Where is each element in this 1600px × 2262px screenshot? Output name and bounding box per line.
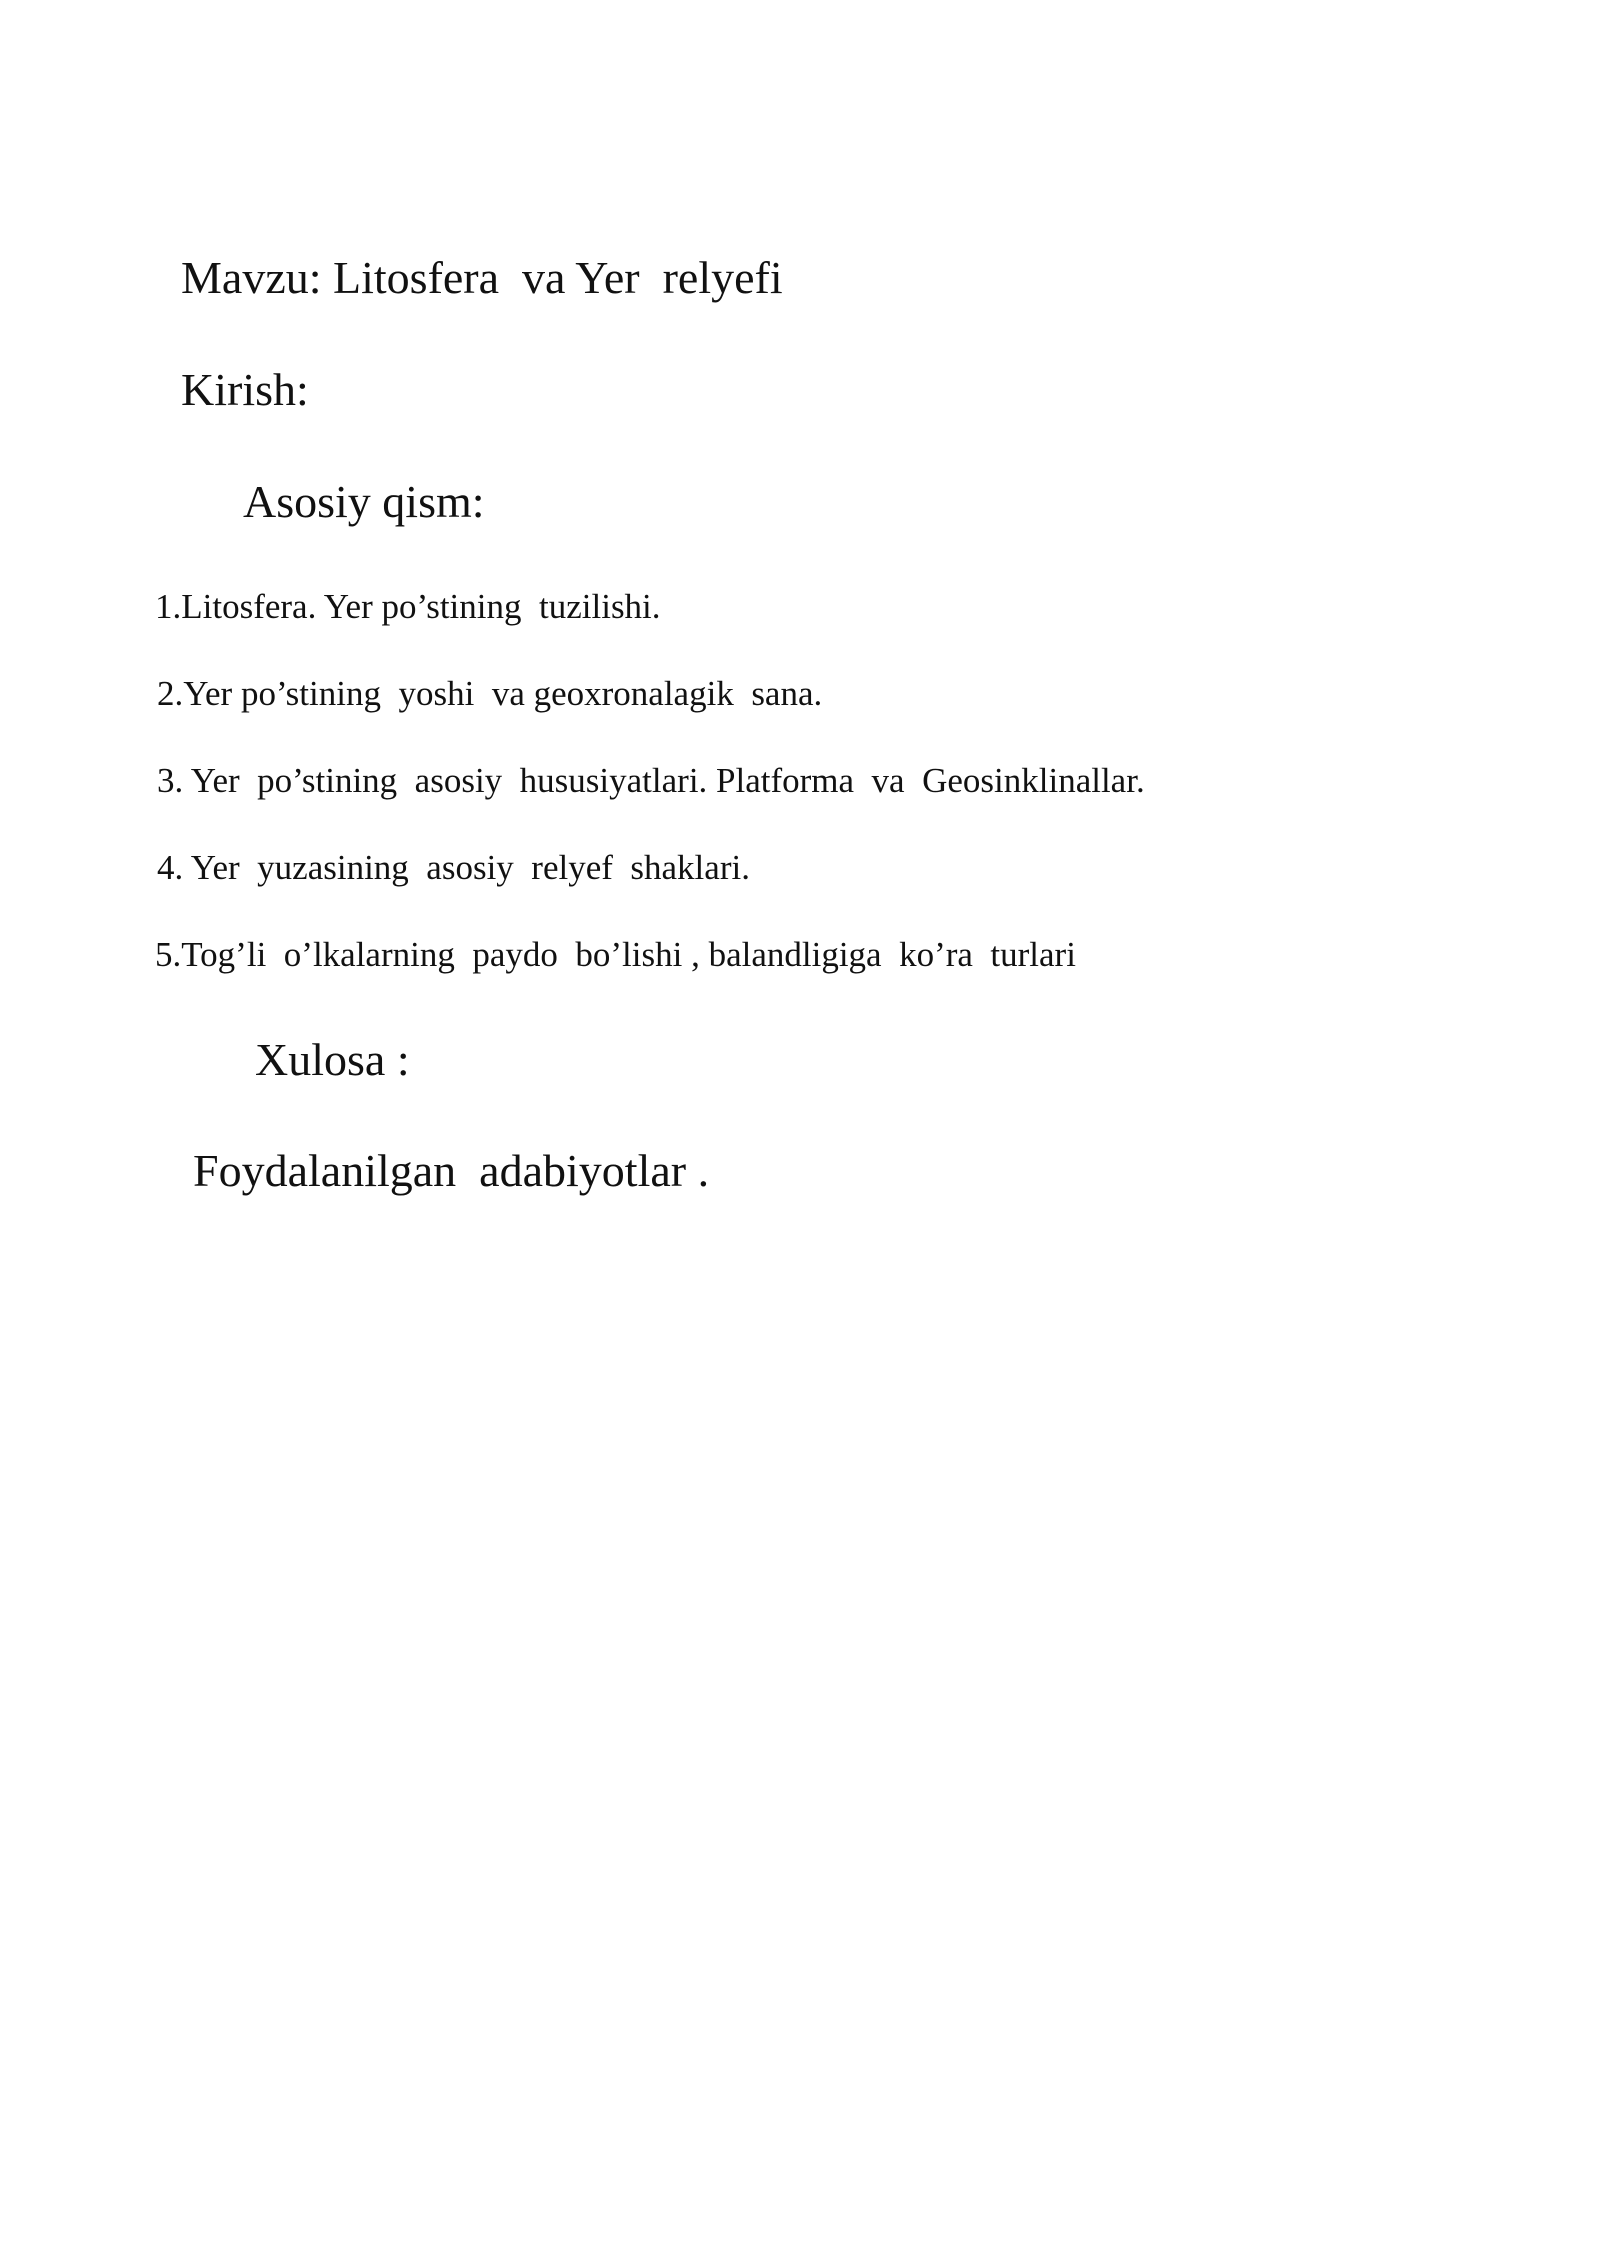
outline-item: 2.Yer po’stining yoshi va geoxronalagik sana.: [157, 674, 823, 713]
intro-heading: Kirish:: [181, 364, 309, 415]
outline-item: 1.Litosfera. Yer po’stining tuzilishi.: [155, 587, 661, 626]
conclusion-heading: Xulosa :: [255, 1034, 410, 1085]
main-part-heading: Asosiy qism:: [243, 476, 485, 527]
outline-item: 5.Tog’li o’lkalarning paydo bo’lishi , balandligiga ko’ra turlari: [155, 935, 1076, 974]
topic-title: Mavzu: Litosfera va Yer relyefi: [181, 252, 783, 303]
outline-item: 4. Yer yuzasining asosiy relyef shaklari.: [157, 848, 750, 887]
outline-item: 3. Yer po’stining asosiy hususiyatlari. Platforma va Geosinklinallar.: [157, 761, 1145, 800]
references-heading: Foydalanilgan adabiyotlar .: [193, 1145, 710, 1196]
